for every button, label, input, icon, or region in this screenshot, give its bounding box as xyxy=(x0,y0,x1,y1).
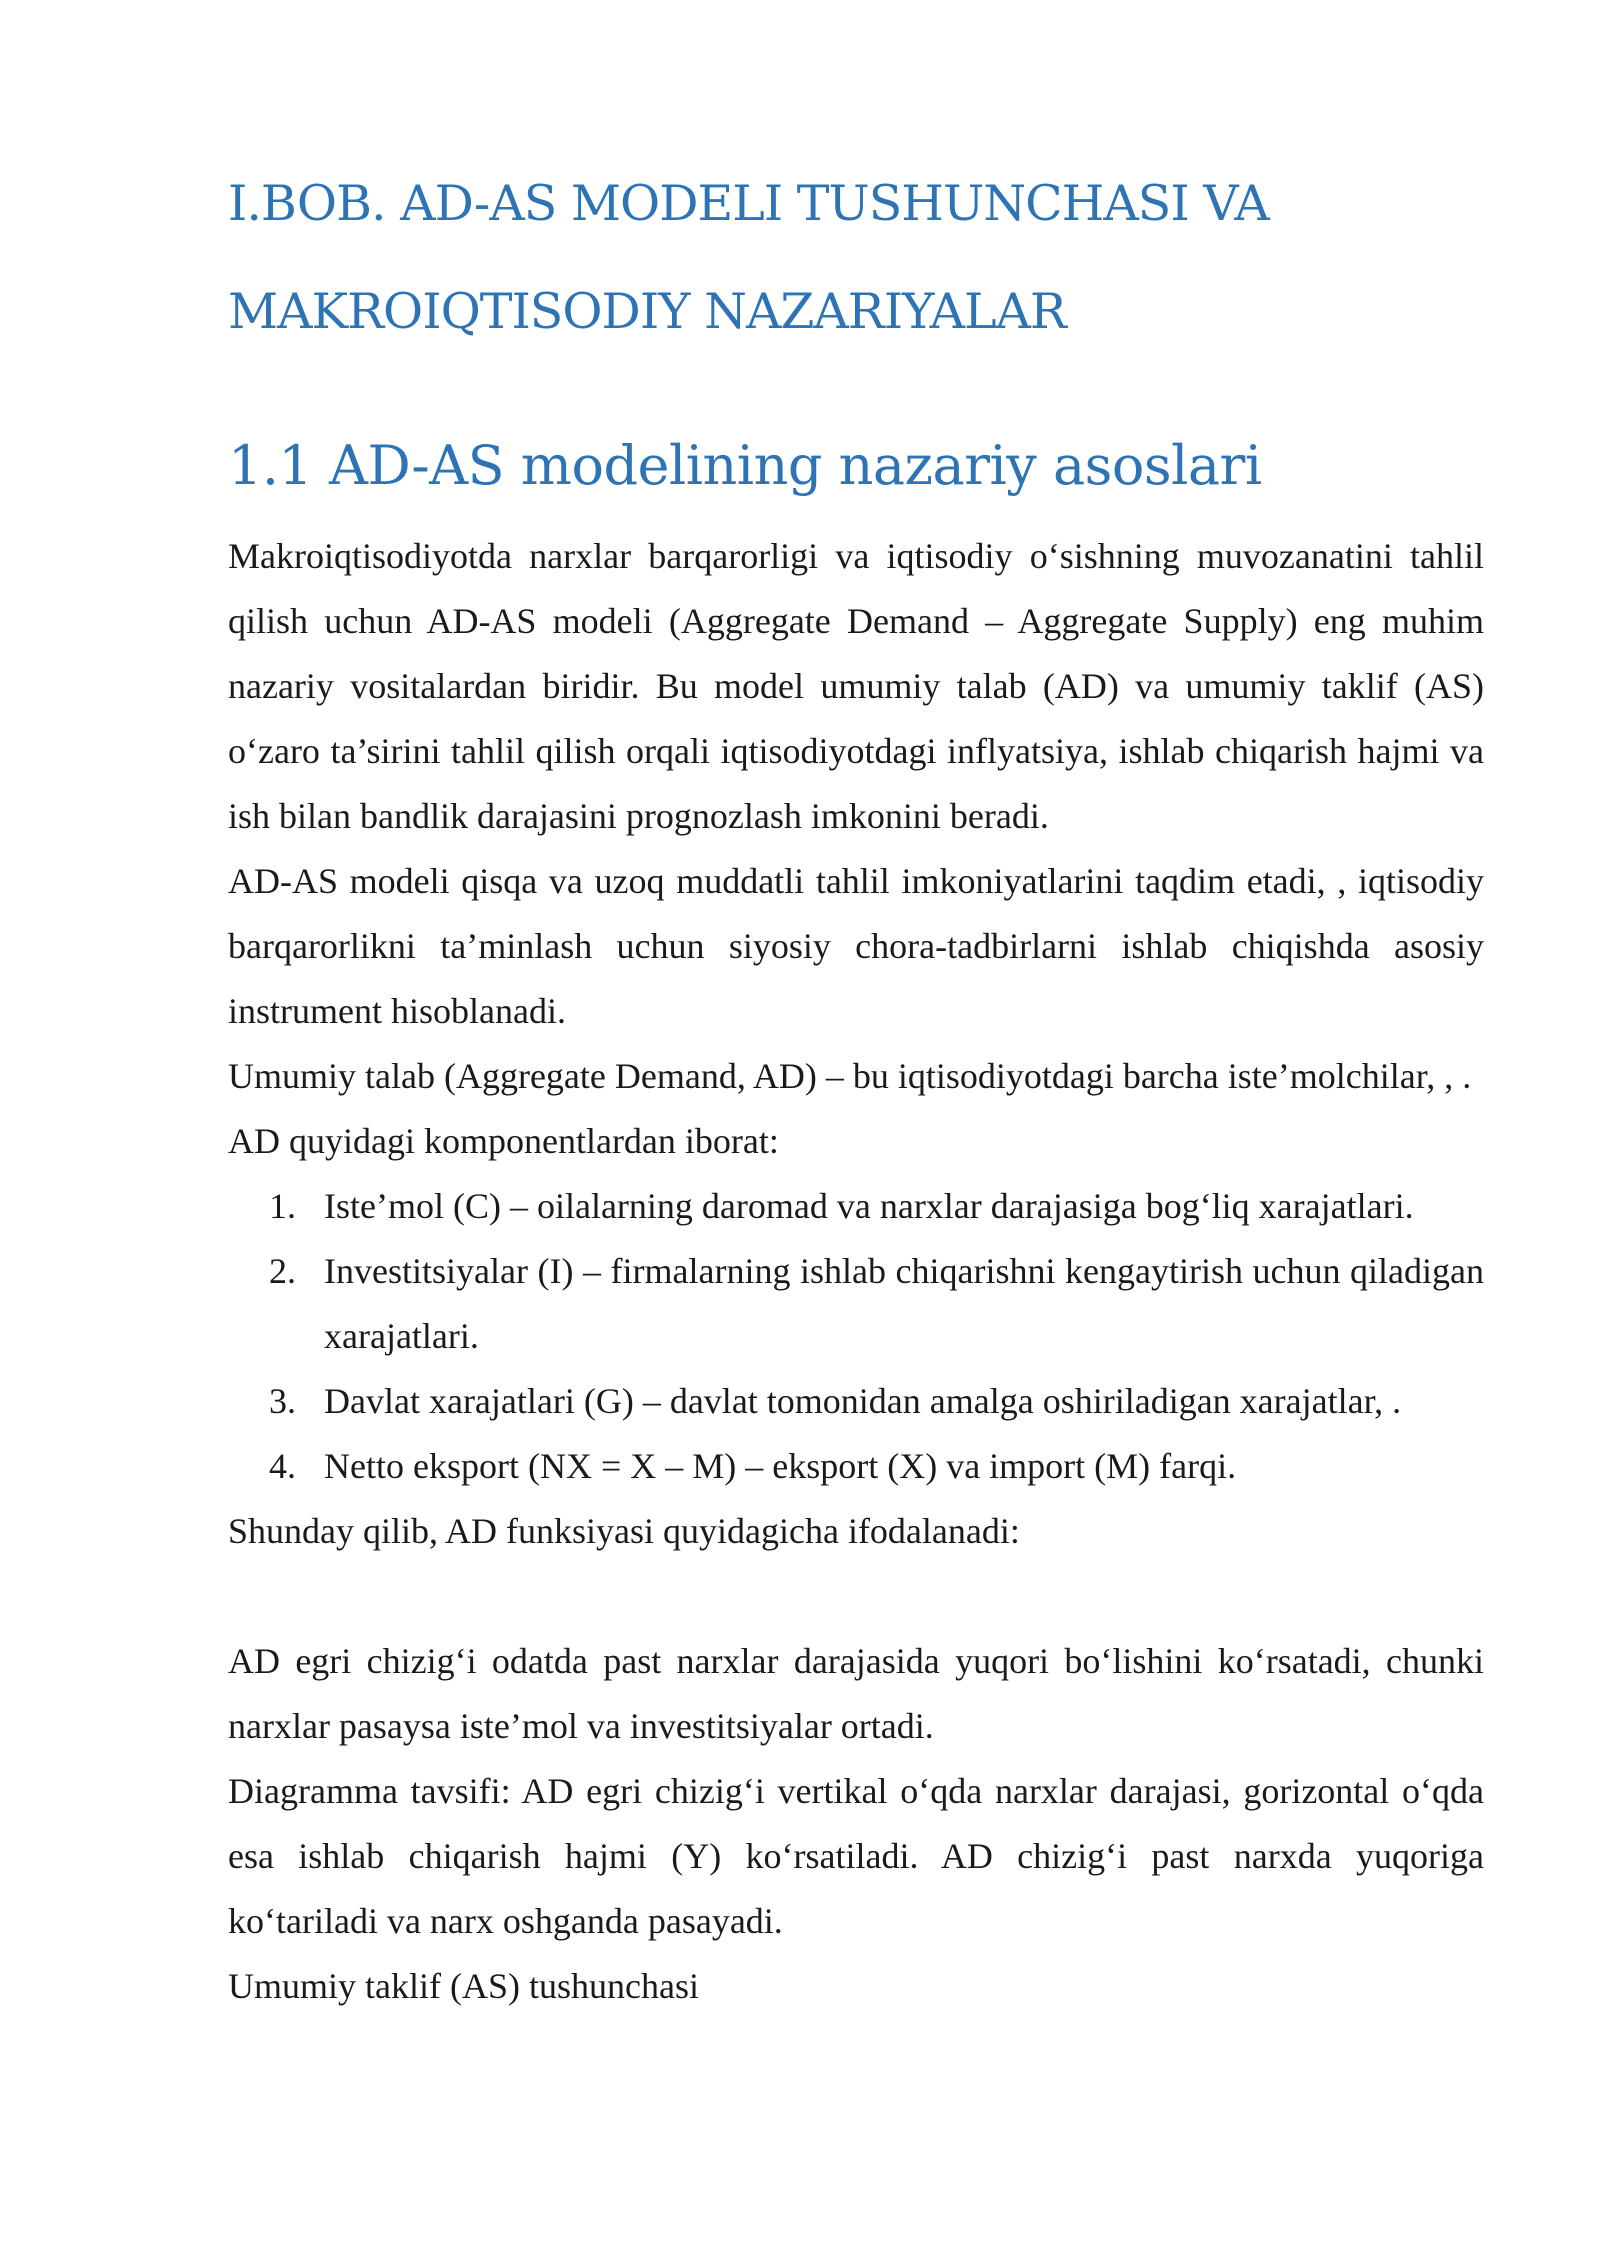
chapter-title-line-1: I.BOB. AD-AS MODELI TUSHUNCHASI VA xyxy=(228,175,1269,232)
list-item-text: Investitsiyalar (I) – firmalarning ishlab chiqarishni kengaytirish uchun qiladigan xarajatlari. xyxy=(324,1251,1484,1356)
paragraph-ad-components-intro: AD quyidagi komponentlardan iborat: xyxy=(228,1121,779,1161)
paragraph-as-heading: Umumiy taklif (AS) tushunchasi xyxy=(228,1966,699,2006)
list-item-number: 4. xyxy=(269,1446,296,1486)
list-item xyxy=(228,1174,1484,1239)
paragraph-model-scope: AD-AS modeli qisqa va uzoq muddatli tahlil imkoniyatlarini taqdim etadi, , iqtisodiy barqarorlikni ta’minlash uchun siyosiy chora-tadbirlarni ishlab chiqishda asosiy instrument hisoblanadi. xyxy=(228,861,1484,1031)
blank-line xyxy=(228,1564,1484,1629)
paragraph-ad-function: Shunday qilib, AD funksiyasi quyidagicha ifodalanadi: xyxy=(228,1511,1020,1551)
paragraph-intro: Makroiqtisodiyotda narxlar barqarorligi va iqtisodiy o‘sishning muvozanatini tahlil qilish uchun AD-AS modeli (Aggregate Demand – Aggregate Supply) eng muhim nazariy vositalardan biridir. Bu model umumiy talab (AD) va umumiy taklif (AS) o‘zaro ta’sirini tahlil qilish orqali iqtisodiyotdagi inflyatsiya, ishlab chiqarish hajmi va ish bilan bandlik darajasini prognozlash imkonini beradi. xyxy=(228,536,1484,836)
list-item-number: 1. xyxy=(269,1186,296,1226)
section-title: 1.1 AD-AS modelining nazariy asoslari xyxy=(228,434,1262,497)
document-page xyxy=(228,150,1484,2019)
chapter-title xyxy=(228,150,1484,366)
paragraph-diagram-description: Diagramma tavsifi: AD egri chizig‘i vertikal o‘qda narxlar darajasi, gorizontal o‘qda esa ishlab chiqarish hajmi (Y) ko‘rsatiladi. AD chizig‘i past narxda yuqoriga ko‘tariladi va narx oshganda pasayadi. xyxy=(228,1771,1484,1941)
list-item-text: Netto eksport (NX = X – M) – eksport (X) va import (M) farqi. xyxy=(324,1446,1237,1486)
body-text xyxy=(228,524,1484,2019)
list-item-number: 2. xyxy=(269,1251,296,1291)
list-item-number: 3. xyxy=(269,1381,296,1421)
list-item xyxy=(228,1434,1484,1499)
chapter-title-line-2: MAKROIQTISODIY NAZARIYALAR xyxy=(228,283,1066,340)
paragraph-ad-definition: Umumiy talab (Aggregate Demand, AD) – bu iqtisodiyotdagi barcha iste’molchilar, , . xyxy=(228,1056,1472,1096)
list-item xyxy=(228,1369,1484,1434)
paragraph-ad-curve: AD egri chizig‘i odatda past narxlar darajasida yuqori bo‘lishini ko‘rsatadi, chunki narxlar pasaysa iste’mol va investitsiyalar ortadi. xyxy=(228,1641,1484,1746)
list-item xyxy=(228,1239,1484,1369)
ad-components-list xyxy=(228,1174,1484,1499)
list-item-text: Iste’mol (C) – oilalarning daromad va narxlar darajasiga bog‘liq xarajatlari. xyxy=(324,1186,1414,1226)
list-item-text: Davlat xarajatlari (G) – davlat tomonidan amalga oshiriladigan xarajatlar, . xyxy=(324,1381,1402,1421)
